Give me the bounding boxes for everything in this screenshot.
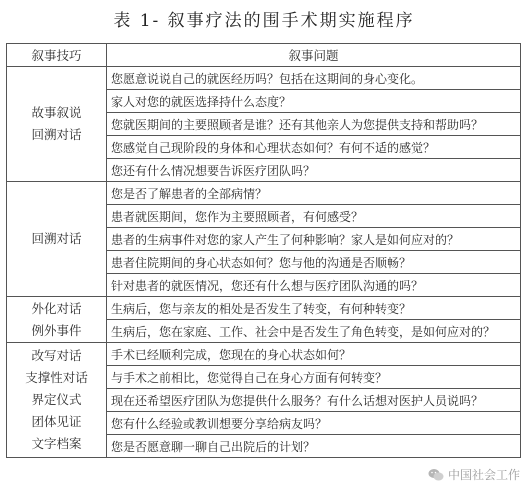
- technique-cell: 回溯对话: [7, 182, 107, 297]
- technique-cell: 故事叙说 回溯对话: [7, 67, 107, 182]
- question-cell: 您就医期间的主要照顾者是谁？还有其他亲人为您提供支持和帮助吗？: [107, 113, 521, 136]
- question-cell: 您有什么经验或教训想要分享给病友吗？: [107, 412, 521, 435]
- question-cell: 患者的生病事件对您的家人产生了何种影响？家人是如何应对的？: [107, 228, 521, 251]
- question-cell: 您还有什么情况想要告诉医疗团队吗？: [107, 159, 521, 182]
- watermark-text: 中国社会工作: [447, 468, 520, 482]
- question-cell: 手术已经顺利完成，您现在的身心状态如何？: [107, 343, 521, 366]
- technique-cell: 改写对话 支撑性对话 界定仪式 团体见证 文字档案: [7, 343, 107, 458]
- question-cell: 针对患者的就医情况，您还有什么想与医疗团队沟通的吗？: [107, 274, 521, 297]
- question-cell: 患者就医期间，您作为主要照顾者，有何感受？: [107, 205, 521, 228]
- question-cell: 您愿意说说自己的就医经历吗？包括在这期间的身心变化。: [107, 67, 521, 90]
- table-row: [7, 182, 521, 205]
- technique-cell: 外化对话 例外事件: [7, 297, 107, 343]
- question-cell: 您是否愿意聊一聊自己出院后的计划？: [107, 435, 521, 458]
- question-cell: 您感觉自己现阶段的身体和心理状态如何？有何不适的感觉？: [107, 136, 521, 159]
- question-cell: 患者住院期间的身心状态如何？您与他的沟通是否顺畅？: [107, 251, 521, 274]
- wechat-icon: [428, 468, 444, 482]
- table-row: [7, 67, 521, 90]
- question-cell: 与手术之前相比，您觉得自己在身心方面有何转变？: [107, 366, 521, 389]
- question-cell: 生病后，您与亲友的相处是否发生了转变，有何种转变？: [107, 297, 521, 320]
- question-cell: 生病后，您在家庭、工作、社会中是否发生了角色转变，是如何应对的？: [107, 320, 521, 343]
- question-cell: 家人对您的就医选择持什么态度？: [107, 90, 521, 113]
- question-cell: 您是否了解患者的全部病情？: [107, 182, 521, 205]
- table-row: [7, 297, 521, 320]
- question-cell: 现在还希望医疗团队为您提供什么服务？有什么话想对医护人员说吗？: [107, 389, 521, 412]
- narrative-therapy-table: [6, 43, 521, 458]
- header-technique: 叙事技巧: [7, 44, 107, 67]
- table-title: 表 1- 叙事疗法的围手术期实施程序: [113, 11, 415, 31]
- table-row: [7, 343, 521, 366]
- watermark: [426, 465, 522, 484]
- header-question: 叙事问题: [107, 44, 521, 67]
- table-header-row: [7, 44, 521, 67]
